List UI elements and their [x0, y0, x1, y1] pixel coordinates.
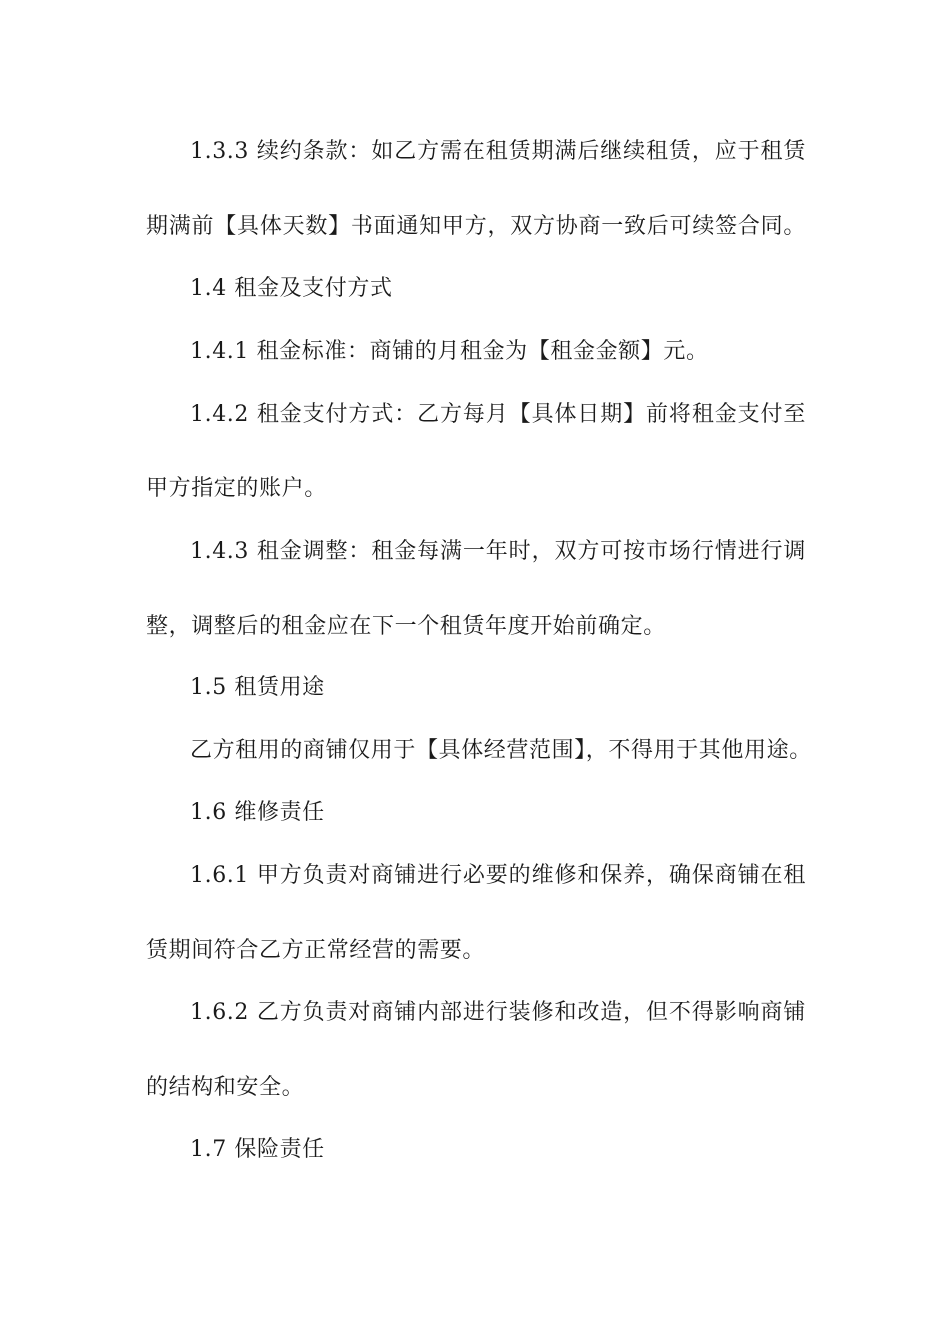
clause-1-6-2-line-1: 1.6.2 乙方负责对商铺内部进行装修和改造，但不得影响商铺: [190, 1000, 806, 1025]
clause-1-4-1: 1.4.1 租金标准：商铺的月租金为【租金金额】元。: [190, 339, 709, 364]
clause-1-3-3-line-1: 1.3.3 续约条款：如乙方需在租赁期满后继续租赁，应于租赁: [190, 139, 806, 164]
section-1-5-heading: 1.5 租赁用途: [190, 675, 325, 700]
clause-1-4-3-line-2: 整，调整后的租金应在下一个租赁年度开始前确定。: [146, 614, 666, 639]
clause-1-4-3-line-1: 1.4.3 租金调整：租金每满一年时，双方可按市场行情进行调: [190, 539, 806, 564]
clause-1-5-text: 乙方租用的商铺仅用于【具体经营范围】，不得用于其他用途。: [190, 738, 812, 763]
section-1-6-heading: 1.6 维修责任: [190, 800, 325, 825]
clause-1-4-2-line-1: 1.4.2 租金支付方式：乙方每月【具体日期】前将租金支付至: [190, 402, 806, 427]
section-1-4-heading: 1.4 租金及支付方式: [190, 276, 393, 301]
section-1-7-heading: 1.7 保险责任: [190, 1137, 325, 1162]
clause-1-6-1-line-1: 1.6.1 甲方负责对商铺进行必要的维修和保养，确保商铺在租: [190, 863, 806, 888]
clause-1-6-1-line-2: 赁期间符合乙方正常经营的需要。: [146, 938, 486, 963]
clause-1-3-3-line-2: 期满前【具体天数】书面通知甲方，双方协商一致后可续签合同。: [146, 214, 806, 239]
clause-1-6-2-line-2: 的结构和安全。: [146, 1075, 305, 1100]
clause-1-4-2-line-2: 甲方指定的账户。: [146, 476, 327, 501]
